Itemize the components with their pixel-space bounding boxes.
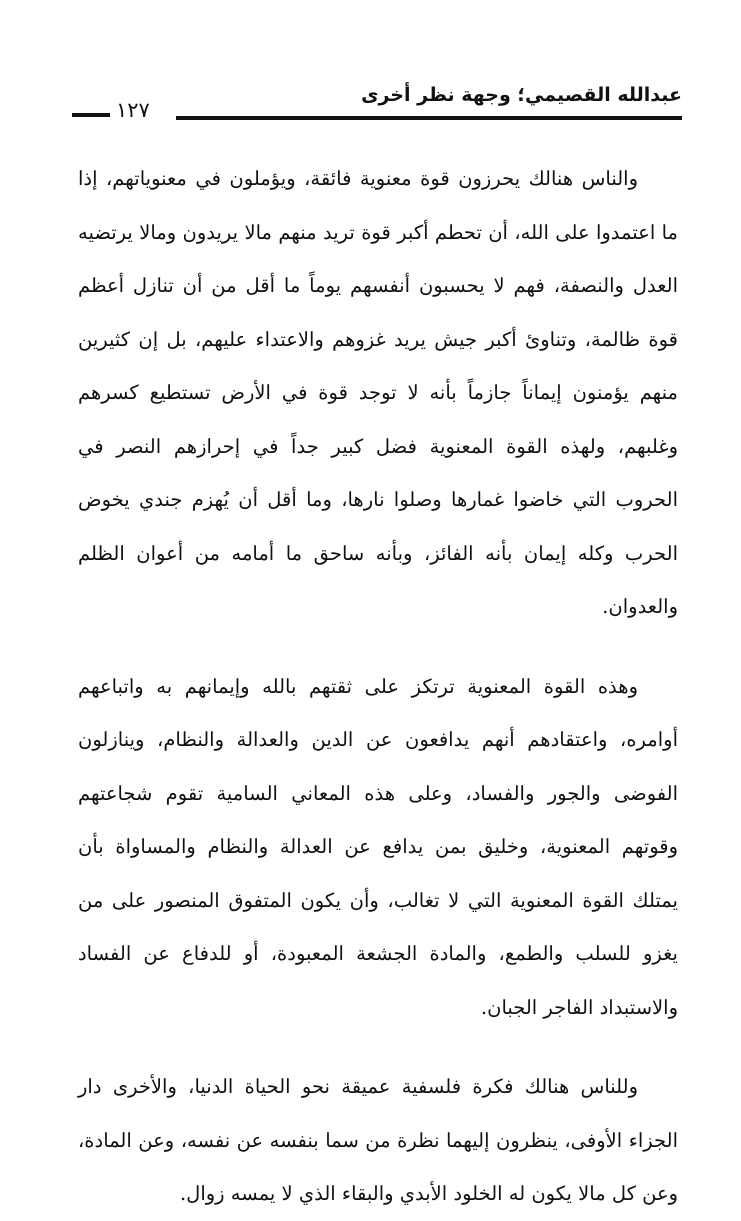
running-title: عبدالله القصيمي؛ وجهة نظر أخرى xyxy=(361,84,682,106)
page-header xyxy=(72,84,682,124)
paragraph: وهذه القوة المعنوية ترتكز على ثقتهم بالله وإيمانهم به واتباعهم أوامره، واعتقادهم أنهم يدافعون عن الدين والعدالة والنظام، وينازلون الفوضى والجور والفساد، وعلى هذه المعاني السامية تقوم شجاعتهم وقوتهم المعنوية، وخليق بمن يدافع عن العدالة والنظام والمساواة بأن يمتلك القوة المعنوية التي لا تغالب، وأن يكون المتفوق المنصور على من يغزو للسلب والطمع، والمادة الجشعة المعبودة، أو للدفاع عن الفساد والاستبداد الفاجر الجبان. xyxy=(78,674,678,1019)
header-rule xyxy=(176,116,682,120)
paragraph: والناس هنالك يحرزون قوة معنوية فائقة، ويؤملون في معنوياتهم، إذا ما اعتمدوا على الله، أن تحطم أكبر قوة تريد منهم مالا يريدون ومالا يرتضيه العدل والنصفة، فهم لا يحسبون أنفسهم يوماً ما أقل من أن تنازل أعظم قوة ظالمة، وتناوئ أكبر جيش يريد غزوهم والاعتداء عليهم، بل إن كثيرين منهم يؤمنون إيماناً جازماً بأنه لا توجد قوة في الأرض تستطيع كسرهم وغلبهم، ولهذه القوة المعنوية فضل كبير جداً في إحرازهم النصر في الحروب التي خاضوا غمارها وصلوا نارها، وما أقل أن يُهزم جندي يخوض الحرب وكله إيمان بأنه الفائز، وبأنه ساحق ما أمامه من أعوان الظلم والعدوان. xyxy=(78,167,678,618)
paragraph: وللناس هنالك فكرة فلسفية عميقة نحو الحياة الدنيا، والأخرى دار الجزاء الأوفى، ينظرون إليهما نظرة من سما بنفسه عن نفسه، وعن المادة، وعن كل مالا يكون له الخلود الأبدي والبقاء الذي لا يمسه زوال. xyxy=(78,1075,678,1205)
body-text xyxy=(78,152,678,1221)
page-number: ١٢٧ xyxy=(116,98,150,122)
page-number-dash xyxy=(72,113,110,117)
